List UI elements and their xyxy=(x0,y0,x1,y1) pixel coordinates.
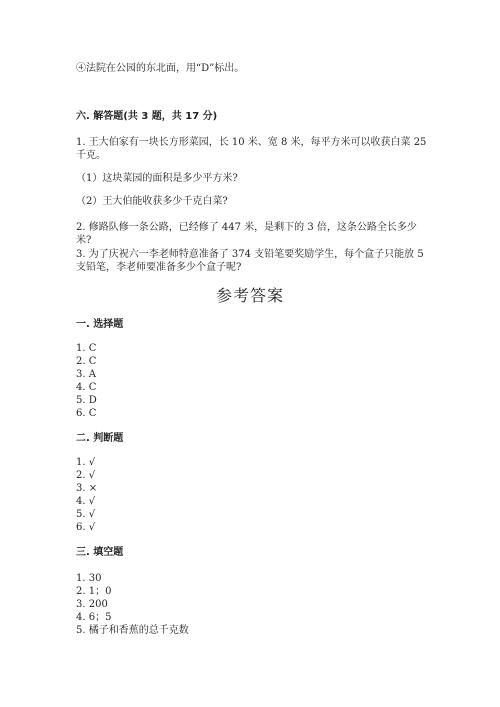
section-six-heading: 六. 解答题(共 3 题，共 17 分) xyxy=(76,111,218,122)
answer-item: 1. 30 xyxy=(76,573,102,584)
answer-item: 4. 6；5 xyxy=(76,612,112,623)
problem-1-line-2: 千克。 xyxy=(76,150,106,161)
problem-1-line-1: 1. 王大伯家有一块长方形菜园，长 10 米、宽 8 米，每平方米可以收获白菜 25 xyxy=(76,137,427,148)
answer-item: 4. C xyxy=(76,382,97,393)
answer-item: 5. √ xyxy=(76,509,96,520)
answer-item: 3. A xyxy=(76,369,96,380)
answer-list-choice xyxy=(76,342,97,420)
answer-section-heading: 一. 选择题 xyxy=(76,319,124,330)
problem-3-line-1: 3. 为了庆祝六一李老师特意准备了 374 支铅笔要奖励学生，每个盒子只能放 5 xyxy=(76,249,424,260)
answer-list-judgement xyxy=(76,456,97,534)
answer-item: 6. √ xyxy=(76,522,96,533)
answer-section-heading: 三. 填空题 xyxy=(76,547,124,558)
answer-item: 2. √ xyxy=(76,470,96,481)
problem-3-line-2: 支铅笔，李老师要准备多少个盒子呢? xyxy=(76,262,242,273)
answer-item: 3. × xyxy=(76,483,98,494)
answer-item: 5. 橘子和香蕉的总千克数 xyxy=(76,625,189,636)
problem-2-line-2: 米? xyxy=(76,235,92,246)
problem-1-subquestion-1: （1）这块菜园的面积是多少平方米? xyxy=(76,173,238,184)
answer-item: 1. √ xyxy=(76,457,96,468)
answer-list-fill-in xyxy=(76,572,189,637)
answer-item: 1. C xyxy=(76,343,97,354)
answer-key-title: 参考答案 xyxy=(215,286,284,305)
answer-item: 2. C xyxy=(76,356,97,367)
answer-item: 5. D xyxy=(76,395,97,406)
answer-item: 6. C xyxy=(76,408,97,419)
problem-2-line-1: 2. 修路队修一条公路，已经修了 447 米，是剩下的 3 倍，这条公路全长多少 xyxy=(76,222,417,233)
question-item-4: ④法院在公园的东北面，用“D”标出。 xyxy=(76,63,245,74)
answer-item: 3. 200 xyxy=(76,599,108,610)
answer-section-heading: 二. 判断题 xyxy=(76,433,124,444)
answer-item: 2. 1；0 xyxy=(76,586,112,597)
answer-item: 4. √ xyxy=(76,496,96,507)
problem-1-subquestion-2: （2）王大伯能收获多少千克白菜? xyxy=(76,196,228,207)
